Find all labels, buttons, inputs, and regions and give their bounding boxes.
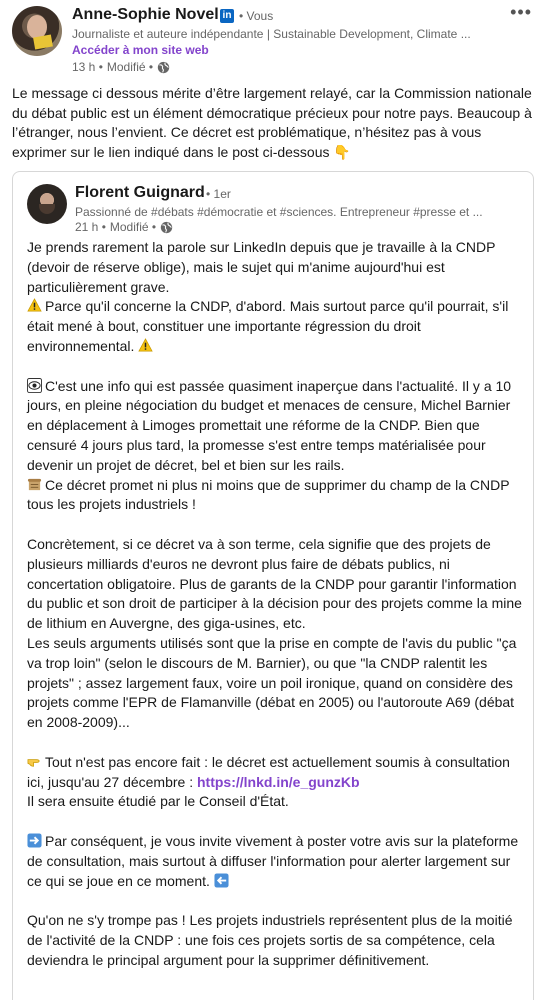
shared-author-name[interactable]: Florent Guignard — [75, 184, 205, 201]
linkedin-premium-icon: in — [220, 9, 234, 23]
post-meta — [72, 60, 170, 74]
more-options-button[interactable]: ••• — [510, 2, 532, 22]
shared-connection-degree: • 1er — [206, 187, 231, 201]
post-text — [12, 84, 532, 162]
pointing-down-icon: 👇 — [333, 143, 351, 160]
shared-post-modified: Modifié • — [109, 220, 157, 234]
globe-icon — [160, 221, 173, 234]
paragraph-9 — [27, 832, 523, 891]
author-avatar[interactable] — [12, 6, 62, 56]
eye-speech-icon — [27, 378, 42, 393]
warning-icon — [27, 298, 42, 313]
shared-author-avatar[interactable] — [27, 184, 67, 224]
spacer — [27, 812, 523, 832]
paragraph-2-text: Parce qu'il concerne la CNDP, d'abord. Mais surtout parce qu'il pourrait, s'il était mené à bout, constituer une importante régression du droit environnemental. — [27, 298, 509, 354]
paragraph-9-text: Par conséquent, je vous invite vivement à poster votre avis sur la plateforme de consultation, mais surtout à diffuser l'information pour alerter largement sur ce qui se joue en ce moment. — [27, 832, 519, 889]
paragraph-2 — [27, 297, 523, 356]
author-name[interactable]: Anne-Sophie Novel — [72, 6, 219, 23]
paragraph-1: Je prends rarement la parole sur LinkedIn depuis que je travaille à la CNDP (devoir de réserve oblige), mais le sujet qui m'anime aujourd'hui est particulièrement grave. — [27, 239, 496, 295]
post-time: 13 h • — [72, 60, 103, 74]
spacer — [27, 733, 523, 753]
post-text-body: Le message ci dessous mérite d’être largement relayé, car la Commission nationale du débat public est un élément démocratique précieux pour notre pays. Beaucoup à l’étranger, nous l’envient. Ce décret est problématique, n’hésitez pas à vous exprimer sur le lien indiqué dans le post ci-dessous — [12, 85, 532, 160]
author-headline: Journaliste et auteure indépendante | Sustainable Development, Climate ... — [72, 27, 471, 41]
scroll-icon — [27, 477, 42, 492]
paragraph-10: Qu'on ne s'y trompe pas ! Les projets industriels représentent plus de la moitié de l'activité de la CNDP : une fois ces projets sortis de sa compétence, cela deviendra le principal argument pour la supprimer définitivement. — [27, 912, 513, 968]
spacer — [27, 357, 523, 377]
paragraph-3-text: C'est une info qui est passée quasiment inaperçue dans l'actualité. Il y a 10 jours, en pleine négociation du budget et menaces de censure, Michel Barnier en déplacement à Limoges promettait une réforme de la CNDP. Bien que censuré 4 jours plus tard, la promesse s'est entre temps matérialisée pour devenir un projet de décret, bel et bien sur les rails. — [27, 377, 512, 473]
avatar-beard — [39, 204, 55, 214]
shared-post-time: 21 h • — [75, 220, 106, 234]
warning-icon — [138, 338, 153, 353]
spacer — [27, 891, 523, 911]
shared-post-meta — [75, 220, 173, 234]
shared-author-headline: Passionné de #débats #démocratie et #sciences. Entrepreneur #presse et ... — [75, 205, 483, 219]
paragraph-7-text: Tout n'est pas encore fait : le décret est actuellement soumis à consultation ici, jusqu'au 27 décembre : — [27, 753, 510, 790]
paragraph-3 — [27, 377, 523, 476]
shared-post-card[interactable] — [12, 171, 534, 1000]
website-link[interactable]: Accéder à mon site web — [72, 43, 209, 57]
paragraph-6: Les seuls arguments utilisés sont que la prise en compte de l'avis du public "ça va trop loin" (selon le discours de M. Barnier), ou que "la CNDP ralentit les projets" ; assez largement faux, voire un poil ironique, quand on considère des projets comme l'EPR de Flamanville (débat en 2005) ou l'autoroute A69 (débat en 2008-2009)... — [27, 634, 517, 731]
avatar-book — [33, 35, 53, 50]
spacer — [27, 515, 523, 535]
connection-degree: • Vous — [239, 9, 274, 23]
paragraph-4-text: Ce décret promet ni plus ni moins que de supprimer du champ de la CNDP tous les projets industriels ! — [27, 476, 510, 513]
paragraph-4 — [27, 476, 523, 516]
arrow-left-icon — [214, 873, 229, 888]
arrow-right-icon — [27, 833, 42, 848]
globe-icon — [157, 61, 170, 74]
shared-post-text — [27, 238, 523, 970]
consultation-link[interactable]: https://lnkd.in/e_gunzKb — [197, 773, 360, 790]
pointing-hand-icon — [27, 754, 42, 769]
post-modified: Modifié • — [106, 60, 154, 74]
paragraph-7 — [27, 753, 523, 793]
paragraph-8: Il sera ensuite étudié par le Conseil d'État. — [27, 793, 289, 810]
paragraph-5: Concrètement, si ce décret va à son terme, cela signifie que des projets de plusieurs milliards d'euros ne devront plus faire de débats publics, ni concertation obligatoire. Plus de garants de la CNDP pour garantir l'information du public et son droit de participer à la décision pour des projets comme la mine de lithium en Auvergne, des giga-usines, etc. — [27, 535, 522, 632]
